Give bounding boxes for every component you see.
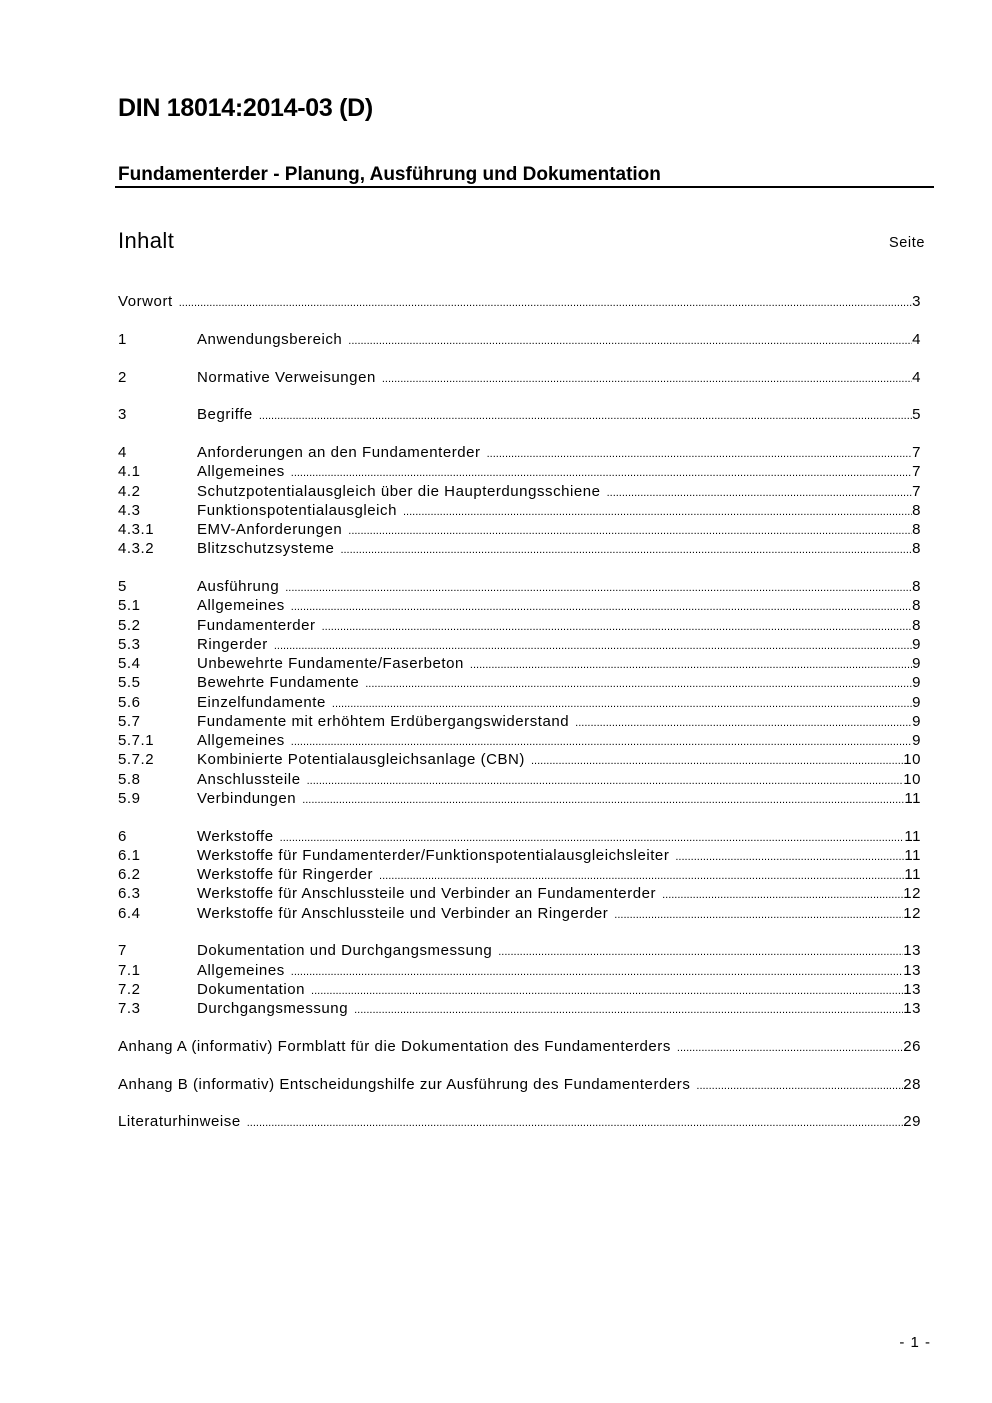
toc-entry[interactable]	[118, 292, 921, 311]
toc-entry-page: 12	[903, 904, 921, 922]
toc-entry-number: 5.7.1	[118, 732, 155, 749]
title-underline	[115, 186, 934, 188]
toc-entry-page: 8	[912, 597, 921, 615]
toc-entry-title: Vorwort	[118, 293, 173, 310]
toc-entry[interactable]	[118, 693, 921, 712]
toc-heading: Inhalt	[118, 228, 175, 253]
toc-entry-title: Werkstoffe für Fundamenterder/Funktionspotentialausgleichsleiter	[197, 846, 670, 864]
toc-entry-title: Anhang A (informativ) Formblatt für die Dokumentation des Fundamenterders	[118, 1037, 671, 1055]
toc-entry-page: 9	[912, 674, 921, 692]
toc-entry-title: Dokumentation und Durchgangsmessung	[197, 942, 493, 960]
toc-entry-number: 5.1	[118, 597, 141, 615]
toc-dot-leader	[382, 370, 912, 389]
toc-entry-title: Dokumentation	[197, 980, 306, 998]
toc-entry-number: 5.7	[118, 712, 141, 730]
toc-entry-number: 4	[118, 444, 127, 461]
toc-entry-title: Anwendungsbereich	[197, 330, 343, 348]
toc-entry[interactable]	[118, 443, 921, 462]
toc-entry-page: 8	[912, 501, 921, 519]
toc-entry-number: 5.8	[118, 770, 141, 788]
toc-entry[interactable]	[118, 1075, 921, 1094]
toc-entry[interactable]	[118, 865, 921, 884]
toc-entry-title: Literaturhinweise	[118, 1113, 241, 1131]
toc-entry-title: Ausführung	[197, 578, 280, 595]
toc-entry[interactable]	[118, 462, 921, 481]
document-title: Fundamenterder - Planung, Ausführung und Dokumentation	[118, 164, 661, 185]
toc-entry[interactable]	[118, 1037, 921, 1056]
toc-entry[interactable]	[118, 635, 921, 654]
toc-entry-number: 5.7.2	[118, 751, 155, 769]
toc-entry-number: 4.3.1	[118, 521, 155, 538]
toc-dot-leader	[247, 1114, 903, 1133]
toc-dot-leader	[470, 656, 912, 675]
toc-entry-number: 6.4	[118, 904, 141, 922]
toc-entry-title: Anhang B (informativ) Entscheidungshilfe zur Ausführung des Fundamenterders	[118, 1075, 691, 1093]
toc-entry-page: 3	[912, 293, 921, 310]
toc-entry-title: Verbindungen	[197, 789, 297, 807]
toc-entry-page: 29	[903, 1113, 921, 1131]
toc-entry-title: Werkstoffe für Ringerder	[197, 866, 374, 883]
toc-entry[interactable]	[118, 884, 921, 903]
toc-entry-page: 9	[912, 655, 921, 672]
toc-entry-number: 5.4	[118, 655, 141, 672]
toc-entry-page: 9	[912, 712, 921, 730]
toc-dot-leader	[498, 943, 903, 962]
toc-entry-page: 4	[912, 368, 921, 386]
toc-entry[interactable]	[118, 616, 921, 635]
toc-entry[interactable]	[118, 999, 921, 1018]
toc-dot-leader	[302, 791, 904, 810]
toc-entry-title: EMV-Anforderungen	[197, 521, 343, 538]
toc-entry-number: 4.2	[118, 482, 141, 500]
toc-dot-leader	[696, 1077, 903, 1096]
toc-entry-title: Unbewehrte Fundamente/Faserbeton	[197, 655, 464, 672]
toc-dot-leader	[348, 332, 912, 351]
toc-entry[interactable]	[118, 789, 921, 808]
toc-entry-number: 5.5	[118, 674, 141, 692]
toc-entry-page: 9	[912, 693, 921, 711]
toc-entry[interactable]	[118, 330, 921, 349]
toc-entry-number: 3	[118, 406, 127, 424]
toc-entry-page: 4	[912, 330, 921, 348]
toc-dot-leader	[575, 714, 912, 733]
toc-entry-page: 9	[912, 635, 921, 653]
toc-entry[interactable]	[118, 520, 921, 539]
toc-entry-title: Normative Verweisungen	[197, 368, 376, 386]
toc-dot-leader	[607, 484, 913, 503]
toc-entry[interactable]	[118, 770, 921, 789]
toc-entry[interactable]	[118, 501, 921, 520]
toc-entry-number: 6.2	[118, 866, 141, 883]
toc-entry-page: 8	[912, 616, 921, 634]
toc-entry-title: Funktionspotentialausgleich	[197, 501, 397, 519]
toc-entry-page: 8	[912, 578, 921, 595]
toc-entry-title: Werkstoffe für Anschlussteile und Verbinder an Ringerder	[197, 904, 609, 922]
toc-entry-page: 7	[912, 482, 921, 500]
toc-entry[interactable]	[118, 673, 921, 692]
toc-entry[interactable]	[118, 846, 921, 865]
toc-entry-title: Bewehrte Fundamente	[197, 674, 360, 692]
toc-entry-number: 7.1	[118, 961, 141, 979]
toc-entry-title: Durchgangsmessung	[197, 1000, 349, 1017]
toc-entry[interactable]	[118, 654, 921, 673]
toc-entry[interactable]	[118, 827, 921, 846]
toc-dot-leader	[662, 886, 903, 905]
toc-entry-page: 26	[903, 1037, 921, 1055]
toc-dot-leader	[675, 848, 904, 867]
toc-entry-page: 13	[903, 961, 921, 979]
toc-entry[interactable]	[118, 941, 921, 960]
toc-entry[interactable]	[118, 1112, 921, 1131]
toc-entry[interactable]	[118, 368, 921, 387]
toc-entry-number: 2	[118, 368, 127, 386]
toc-entry[interactable]	[118, 405, 921, 424]
toc-entry-title: Schutzpotentialausgleich über die Haupterdungsschiene	[197, 482, 601, 500]
toc-dot-leader	[259, 407, 912, 426]
toc-entry-title: Anforderungen an den Fundamenterder	[197, 444, 481, 461]
toc-dot-leader	[285, 579, 912, 598]
toc-entry-page: 13	[903, 980, 921, 998]
toc-entry[interactable]	[118, 482, 921, 501]
toc-dot-leader	[677, 1039, 903, 1058]
toc-entry-number: 6	[118, 827, 127, 845]
document-id: DIN 18014:2014-03 (D)	[118, 94, 373, 122]
toc-entry-page: 11	[904, 789, 921, 807]
toc-entry-title: Einzelfundamente	[197, 693, 326, 711]
toc-entry-number: 6.3	[118, 885, 141, 903]
toc-dot-leader	[365, 675, 912, 694]
toc-entry[interactable]	[118, 712, 921, 731]
toc-entry[interactable]	[118, 539, 921, 558]
toc-entry-page: 5	[912, 406, 921, 424]
toc-entry-title: Allgemeines	[197, 732, 285, 749]
toc-entry-number: 4.3.2	[118, 540, 155, 558]
toc-entry-page: 8	[912, 540, 921, 558]
toc-dot-leader	[340, 541, 912, 560]
toc-dot-leader	[487, 445, 912, 464]
toc-dot-leader	[179, 294, 912, 313]
toc-entry-number: 5.2	[118, 616, 141, 634]
toc-entry-title: Allgemeines	[197, 597, 285, 615]
toc-entry-number: 6.1	[118, 846, 141, 864]
toc-entry-title: Allgemeines	[197, 463, 285, 481]
toc-dot-leader	[348, 522, 912, 541]
toc-entry-number: 5	[118, 578, 127, 595]
toc-entry[interactable]	[118, 731, 921, 750]
toc-entry-page: 11	[904, 846, 921, 864]
toc-entry-number: 5.9	[118, 789, 141, 807]
toc-entry-title: Ringerder	[197, 635, 268, 653]
toc-dot-leader	[291, 598, 912, 617]
toc-entry-number: 5.3	[118, 635, 141, 653]
toc-entry[interactable]	[118, 750, 921, 769]
page-number: - 1 -	[899, 1334, 931, 1351]
toc-entry[interactable]	[118, 980, 921, 999]
toc-entry-number: 7	[118, 942, 127, 960]
toc-entry-page: 11	[904, 866, 921, 883]
toc-entry[interactable]	[118, 577, 921, 596]
toc-page-column-label: Seite	[888, 235, 925, 251]
toc-entry-title: Begriffe	[197, 406, 253, 424]
toc-dot-leader	[531, 752, 903, 771]
toc-dot-leader	[403, 503, 912, 522]
toc-entry-page: 11	[904, 827, 921, 845]
toc-entry-title: Fundamenterder	[197, 616, 316, 634]
toc-entry-page: 10	[903, 770, 921, 788]
toc-dot-leader	[307, 772, 904, 791]
toc-entry-page: 7	[912, 444, 921, 461]
toc-entry-page: 28	[903, 1075, 921, 1093]
toc-entry[interactable]	[118, 961, 921, 980]
toc-entry-title: Werkstoffe für Anschlussteile und Verbinder an Fundamenterder	[197, 885, 657, 903]
toc-dot-leader	[614, 906, 903, 925]
toc-dot-leader	[322, 618, 912, 637]
toc-entry-page: 10	[903, 751, 921, 769]
toc-entry-number: 4.1	[118, 463, 141, 481]
toc-entry-page: 13	[903, 1000, 921, 1017]
table-of-contents	[118, 292, 921, 1132]
toc-entry-page: 8	[912, 521, 921, 538]
toc-entry-page: 13	[903, 942, 921, 960]
toc-entry-page: 12	[903, 885, 921, 903]
toc-entry-title: Fundamente mit erhöhtem Erdübergangswiderstand	[197, 712, 570, 730]
toc-entry-page: 7	[912, 463, 921, 481]
toc-entry-page: 9	[912, 732, 921, 749]
toc-entry-number: 7.3	[118, 1000, 141, 1017]
toc-dot-leader	[291, 963, 903, 982]
toc-entry-number: 4.3	[118, 501, 141, 519]
toc-entry-title: Allgemeines	[197, 961, 285, 979]
toc-entry-number: 7.2	[118, 980, 141, 998]
toc-entry-title: Kombinierte Potentialausgleichsanlage (CBN)	[197, 751, 525, 769]
toc-entry-number: 1	[118, 330, 127, 348]
toc-dot-leader	[354, 1001, 903, 1020]
toc-entry-title: Anschlussteile	[197, 770, 301, 788]
toc-entry-title: Werkstoffe	[197, 827, 274, 845]
toc-entry[interactable]	[118, 904, 921, 923]
toc-entry[interactable]	[118, 596, 921, 615]
toc-dot-leader	[311, 982, 903, 1001]
toc-entry-title: Blitzschutzsysteme	[197, 540, 335, 558]
toc-entry-number: 5.6	[118, 693, 141, 711]
